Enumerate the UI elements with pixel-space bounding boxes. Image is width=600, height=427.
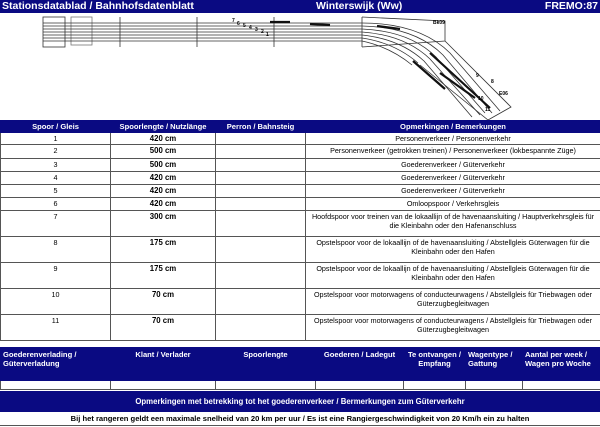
platform	[216, 198, 306, 211]
track-label-6: 6	[237, 21, 240, 27]
svg-text:Bk09: Bk09	[433, 20, 445, 26]
platform	[216, 159, 306, 172]
table-row	[1, 159, 600, 172]
track-length: 175 cm	[111, 237, 216, 263]
track-number: 3	[1, 159, 111, 172]
goods-loading-cell	[1, 381, 111, 390]
track-length: 300 cm	[111, 211, 216, 237]
track-number: 6	[1, 198, 111, 211]
goods-loading-table	[0, 347, 600, 390]
title-bar	[0, 0, 600, 13]
platform	[216, 145, 306, 159]
track-number: 7	[1, 211, 111, 237]
col-header-goods-loading: Goederenverlading / Güterverladung	[1, 348, 111, 381]
col-header-remarks: Opmerkingen / Bemerkungen	[306, 121, 600, 133]
col-header-track-length: Spoorlengte	[216, 348, 316, 381]
col-header-wagon-type: Wagentype / Gattung	[466, 348, 523, 381]
table-row	[1, 172, 600, 185]
remark: Goederenverkeer / Güterverkehr	[306, 159, 600, 172]
table-row	[1, 289, 600, 315]
track-number: 1	[1, 133, 111, 145]
table-row	[1, 263, 600, 289]
track-length: 500 cm	[111, 145, 216, 159]
track-number: 5	[1, 185, 111, 198]
remark: Personenverkeer (getrokken treinen) / Personenverkeer (lokbespannte Züge)	[306, 145, 600, 159]
table-row	[1, 133, 600, 145]
track-number: 4	[1, 172, 111, 185]
svg-text:Ε06: Ε06	[499, 91, 508, 97]
svg-text:8: 8	[491, 79, 494, 85]
track-table	[0, 120, 600, 341]
remark: Goederenverkeer / Güterverkehr	[306, 172, 600, 185]
goods-remarks-header: Opmerkingen met betrekking tot het goederenverkeer / Bermerkungen zum Güterverkehr	[0, 391, 600, 412]
col-header-receive: Te ontvangen / Empfang	[404, 348, 466, 381]
col-header-length: Spoorlengte / Nutzlänge	[111, 121, 216, 133]
svg-text:11: 11	[485, 107, 491, 113]
table-row	[1, 237, 600, 263]
track-length: 500 cm	[111, 159, 216, 172]
track-label-7: 7	[232, 18, 235, 24]
col-header-customer: Klant / Verlader	[111, 348, 216, 381]
track-diagram	[0, 13, 600, 120]
remark: Personenverkeer / Personenverkehr	[306, 133, 600, 145]
remark: Opstelspoor voor de lokaallijn of de havenaansluiting / Abstellgleis Güterwagen für die Kleinbahn oder den Hafen	[306, 237, 600, 263]
goods-cell	[316, 381, 404, 390]
platform	[216, 172, 306, 185]
track-length: 420 cm	[111, 185, 216, 198]
customer-cell	[111, 381, 216, 390]
station-name: Winterswijk (Ww)	[316, 0, 403, 12]
platform	[216, 237, 306, 263]
col-header-track: Spoor / Gleis	[1, 121, 111, 133]
svg-text:10: 10	[478, 96, 484, 102]
table-row	[1, 185, 600, 198]
col-header-goods: Goederen / Ladegut	[316, 348, 404, 381]
remark: Opstelspoor voor de lokaallijn of de havenaansluiting / Abstellgleis Güterwagen für die Kleinbahn oder den Hafen	[306, 263, 600, 289]
col-header-wagons-per-week: Aantal per week / Wagen pro Woche	[523, 348, 600, 381]
track-length: 70 cm	[111, 289, 216, 315]
track-number: 11	[1, 315, 111, 341]
track-label-2: 2	[261, 29, 264, 35]
platform	[216, 315, 306, 341]
track-number: 9	[1, 263, 111, 289]
wagon-type-cell	[466, 381, 523, 390]
platform	[216, 263, 306, 289]
document-title: Stationsdatablad / Bahnhofsdatenblatt	[2, 0, 194, 12]
track-length: 420 cm	[111, 172, 216, 185]
shunting-speed-note: Bij het rangeren geldt een maximale snelheid van 20 km per uur / Es ist eine Rangiergeschwindigkeit von 20 Km/h ein zu halten	[0, 412, 600, 426]
track-number: 2	[1, 145, 111, 159]
remark: Goederenverkeer / Güterverkehr	[306, 185, 600, 198]
table-row	[1, 145, 600, 159]
track-length: 175 cm	[111, 263, 216, 289]
track-length: 420 cm	[111, 133, 216, 145]
svg-text:9: 9	[476, 73, 479, 79]
table-row	[1, 381, 600, 390]
track-label-5: 5	[243, 23, 246, 29]
table-row	[1, 211, 600, 237]
track-number: 8	[1, 237, 111, 263]
module-id: FREMO:87	[544, 0, 598, 12]
remark: Omloopspoor / Verkehrsgleis	[306, 198, 600, 211]
platform	[216, 133, 306, 145]
track-length: 70 cm	[111, 315, 216, 341]
table-row	[1, 198, 600, 211]
track-number: 10	[1, 289, 111, 315]
track-length: 420 cm	[111, 198, 216, 211]
platform	[216, 185, 306, 198]
platform	[216, 289, 306, 315]
platform	[216, 211, 306, 237]
track-label-1: 1	[266, 32, 269, 38]
track-label-4: 4	[249, 25, 252, 31]
table-row	[1, 315, 600, 341]
remark: Hoofdspoor voor treinen van de lokaallijn of de havenaansluiting / Hauptverkehrsgleis für die Kleinbahn oder den Hafenanschluss	[306, 211, 600, 237]
col-header-platform: Perron / Bahnsteig	[216, 121, 306, 133]
wagons-per-week-cell	[523, 381, 600, 390]
receive-cell	[404, 381, 466, 390]
track-length-cell	[216, 381, 316, 390]
track-label-3: 3	[255, 27, 258, 33]
remark: Opstelspoor voor motorwagens of conducteurwagens / Abstellgleis für Triebwagen oder Güterzugbegleitwagen	[306, 315, 600, 341]
remark: Opstelspoor voor motorwagens of conducteurwagens / Abstellgleis für Triebwagen oder Güterzugbegleitwagen	[306, 289, 600, 315]
